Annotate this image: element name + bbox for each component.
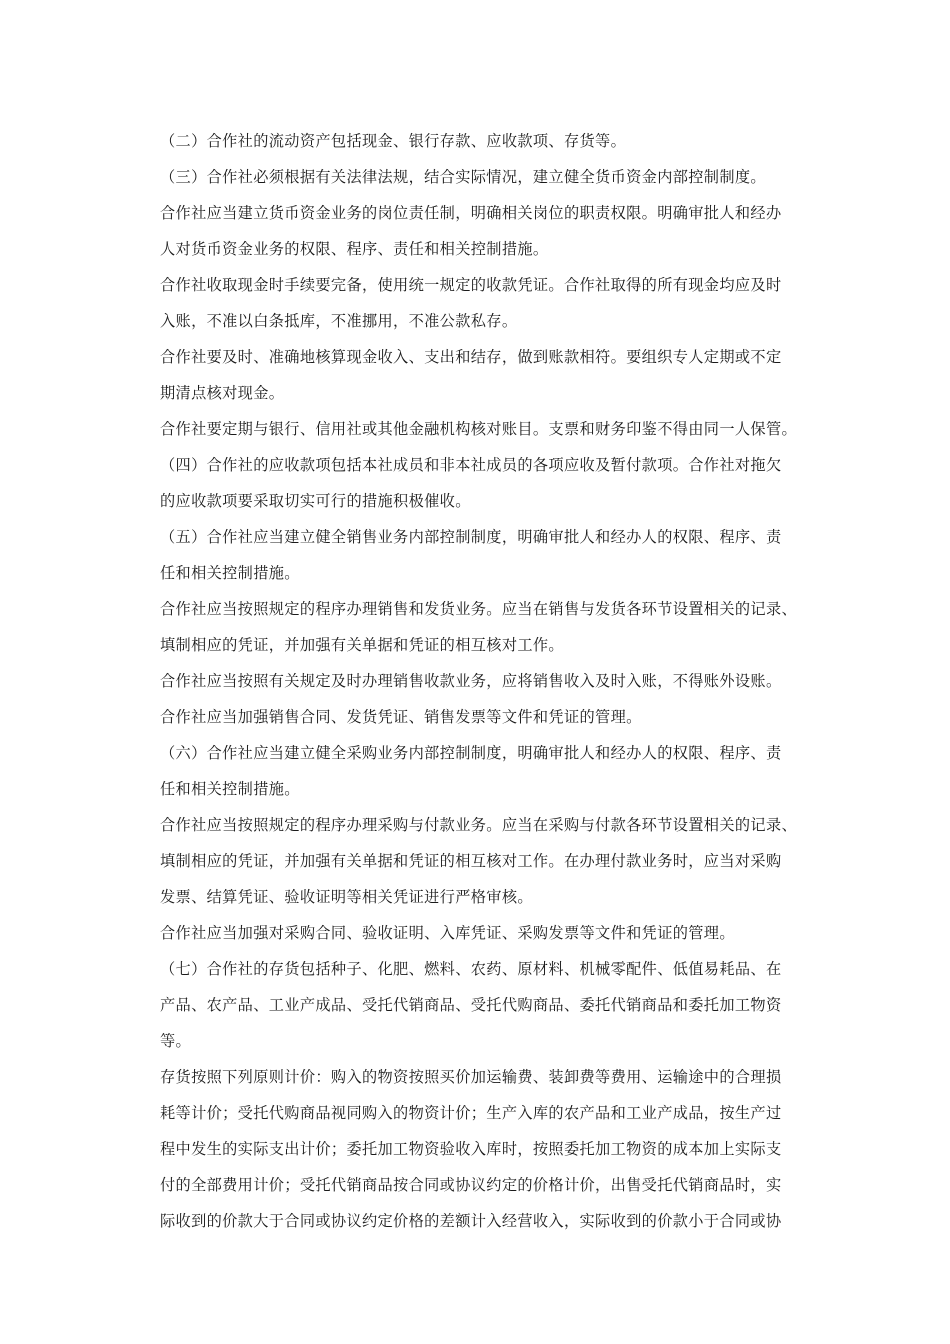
text-line: 合作社应当按照有关规定及时办理销售收款业务，应将销售收入及时入账，不得账外设账。 [160,672,782,690]
text-line: （三）合作社必须根据有关法律法规，结合实际情况，建立健全货币资金内部控制制度。 [160,168,766,186]
text-line: 合作社应当按照规定的程序办理销售和发货业务。应当在销售与发货各环节设置相关的记录、 [160,600,798,618]
text-line: 等。 [160,1032,192,1050]
text-line: 填制相应的凭证，并加强有关单据和凭证的相互核对工作。在办理付款业务时，应当对采购 [160,852,782,870]
text-line: 产品、农产品、工业产成品、受托代销商品、受托代购商品、委托代销商品和委托加工物资 [160,996,782,1014]
text-line: 合作社收取现金时手续要完备，使用统一规定的收款凭证。合作社取得的所有现金均应及时 [160,276,782,294]
text-line: （六）合作社应当建立健全采购业务内部控制制度，明确审批人和经办人的权限、程序、责 [160,744,782,762]
text-line: 合作社要定期与银行、信用社或其他金融机构核对账目。支票和财务印鉴不得由同一人保管。 [160,420,798,438]
text-line: 际收到的价款大于合同或协议约定价格的差额计入经营收入，实际收到的价款小于合同或协 [160,1212,782,1230]
text-line: （二）合作社的流动资产包括现金、银行存款、应收款项、存货等。 [160,132,627,150]
text-line: 的应收款项要采取切实可行的措施积极催收。 [160,492,471,510]
text-line: 合作社应当加强对采购合同、验收证明、入库凭证、采购发票等文件和凭证的管理。 [160,924,735,942]
text-line: 任和相关控制措施。 [160,780,300,798]
text-line: 人对货币资金业务的权限、程序、责任和相关控制措施。 [160,240,549,258]
text-line: 期清点核对现金。 [160,384,285,402]
text-line: （四）合作社的应收款项包括本社成员和非本社成员的各项应收及暂付款项。合作社对拖欠 [160,456,782,474]
text-line: （七）合作社的存货包括种子、化肥、燃料、农药、原材料、机械零配件、低值易耗品、在 [160,960,782,978]
text-line: 合作社应当按照规定的程序办理采购与付款业务。应当在采购与付款各环节设置相关的记录、 [160,816,798,834]
text-line: 合作社应当加强销售合同、发货凭证、销售发票等文件和凭证的管理。 [160,708,642,726]
text-line: 填制相应的凭证，并加强有关单据和凭证的相互核对工作。 [160,636,564,654]
text-line: 耗等计价；受托代购商品视同购入的物资计价；生产入库的农产品和工业产成品，按生产过 [160,1104,782,1122]
text-line: 合作社要及时、准确地核算现金收入、支出和结存，做到账款相符。要组织专人定期或不定 [160,348,782,366]
text-line: 任和相关控制措施。 [160,564,300,582]
text-line: 付的全部费用计价；受托代销商品按合同或协议约定的价格计价，出售受托代销商品时，实 [160,1176,782,1194]
text-line: 程中发生的实际支出计价；委托加工物资验收入库时，按照委托加工物资的成本加上实际支 [160,1140,782,1158]
document-body [160,123,810,1239]
text-line: 合作社应当建立货币资金业务的岗位责任制，明确相关岗位的职责权限。明确审批人和经办 [160,204,782,222]
text-line: 存货按照下列原则计价：购入的物资按照买价加运输费、装卸费等费用、运输途中的合理损 [160,1068,782,1086]
text-line: （五）合作社应当建立健全销售业务内部控制制度，明确审批人和经办人的权限、程序、责 [160,528,782,546]
text-line: 入账，不准以白条抵库，不准挪用，不准公款私存。 [160,312,518,330]
text-line: 发票、结算凭证、验收证明等相关凭证进行严格审核。 [160,888,533,906]
